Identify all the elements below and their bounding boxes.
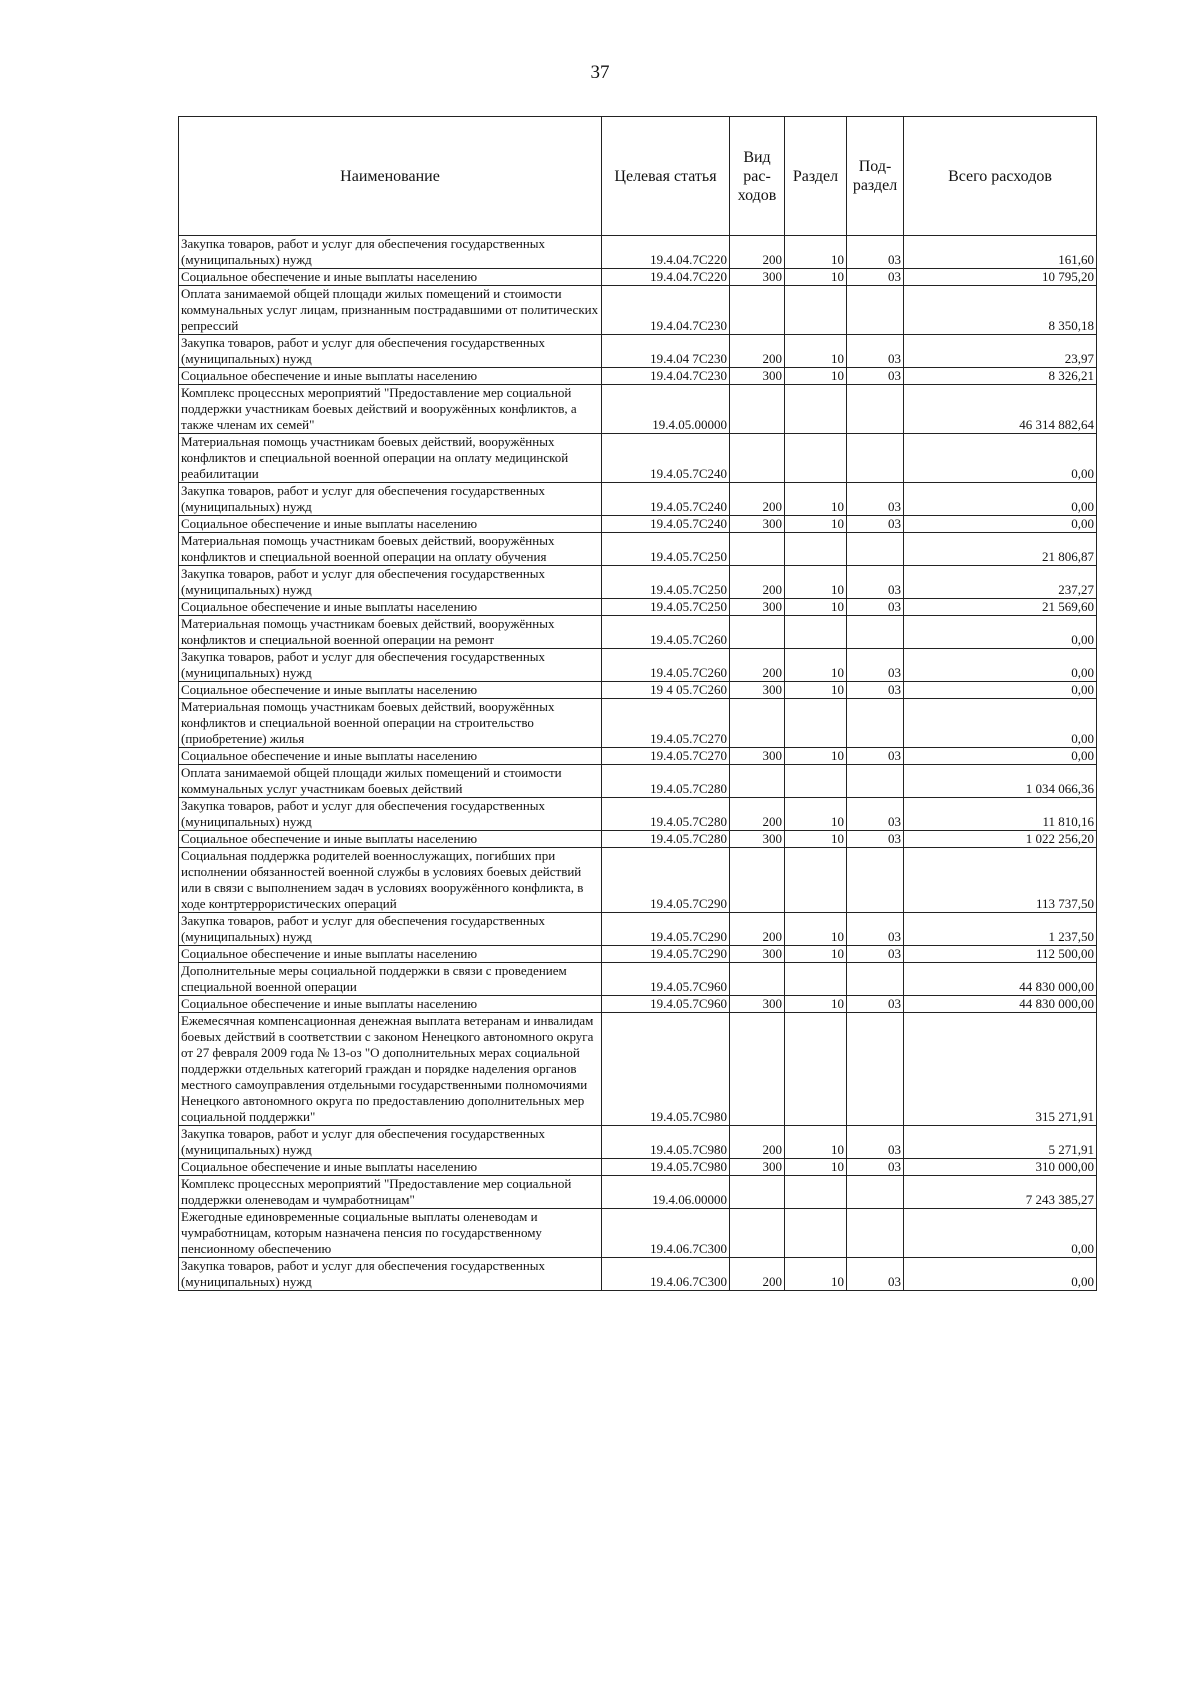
cell-total: 8 326,21 [904, 368, 1097, 385]
cell-target-code: 19.4.05.7С980 [602, 1126, 730, 1159]
cell-total: 0,00 [904, 434, 1097, 483]
expenditure-table [178, 116, 1097, 1291]
cell-total: 0,00 [904, 1209, 1097, 1258]
cell-target-code: 19.4.05.7С280 [602, 831, 730, 848]
cell-subsection [847, 385, 904, 434]
table-header-row [179, 117, 1097, 236]
cell-target-code: 19.4.05.7С280 [602, 765, 730, 798]
cell-total: 0,00 [904, 516, 1097, 533]
table-row [179, 1013, 1097, 1126]
cell-target-code: 19.4.06.00000 [602, 1176, 730, 1209]
cell-total: 1 022 256,20 [904, 831, 1097, 848]
table-row [179, 616, 1097, 649]
cell-section: 10 [785, 566, 847, 599]
cell-total: 0,00 [904, 748, 1097, 765]
cell-subsection [847, 848, 904, 913]
cell-expense-type [730, 963, 785, 996]
cell-expense-type: 300 [730, 516, 785, 533]
table-row [179, 946, 1097, 963]
cell-target-code: 19.4.05.7С240 [602, 483, 730, 516]
table-row [179, 1176, 1097, 1209]
cell-total: 21 569,60 [904, 599, 1097, 616]
table-row [179, 699, 1097, 748]
cell-total: 0,00 [904, 1258, 1097, 1291]
cell-subsection: 03 [847, 236, 904, 269]
cell-name: Закупка товаров, работ и услуг для обеспечения государственных (муниципальных) нужд [179, 649, 602, 682]
cell-expense-type [730, 1209, 785, 1258]
cell-subsection: 03 [847, 946, 904, 963]
cell-section: 10 [785, 236, 847, 269]
cell-section [785, 699, 847, 748]
cell-section: 10 [785, 368, 847, 385]
table-row [179, 848, 1097, 913]
cell-section: 10 [785, 831, 847, 848]
cell-name: Материальная помощь участникам боевых действий, вооружённых конфликтов и специальной военной операции на строительство (приобретение) жилья [179, 699, 602, 748]
cell-section [785, 765, 847, 798]
header-expense-type: Вид рас- ходов [730, 117, 785, 236]
cell-target-code: 19.4.04.7С230 [602, 286, 730, 335]
cell-name: Закупка товаров, работ и услуг для обеспечения государственных (муниципальных) нужд [179, 566, 602, 599]
cell-total: 23,97 [904, 335, 1097, 368]
cell-expense-type: 200 [730, 1258, 785, 1291]
cell-subsection [847, 1176, 904, 1209]
cell-expense-type [730, 765, 785, 798]
cell-target-code: 19.4.05.00000 [602, 385, 730, 434]
cell-section [785, 963, 847, 996]
cell-expense-type [730, 385, 785, 434]
cell-name: Материальная помощь участникам боевых действий, вооружённых конфликтов и специальной военной операции на ремонт [179, 616, 602, 649]
cell-section [785, 616, 847, 649]
page-number: 37 [590, 62, 610, 83]
cell-total: 21 806,87 [904, 533, 1097, 566]
cell-expense-type: 200 [730, 1126, 785, 1159]
header-name: Наименование [179, 117, 602, 236]
cell-target-code: 19.4.05.7С240 [602, 434, 730, 483]
cell-subsection [847, 434, 904, 483]
cell-target-code: 19 4 05.7С260 [602, 682, 730, 699]
cell-total: 315 271,91 [904, 1013, 1097, 1126]
cell-name: Материальная помощь участникам боевых действий, вооружённых конфликтов и специальной военной операции на оплату обучения [179, 533, 602, 566]
cell-section: 10 [785, 946, 847, 963]
table-row [179, 368, 1097, 385]
cell-subsection: 03 [847, 516, 904, 533]
cell-section: 10 [785, 798, 847, 831]
table-row [179, 682, 1097, 699]
cell-name: Социальное обеспечение и иные выплаты населению [179, 682, 602, 699]
cell-expense-type: 200 [730, 335, 785, 368]
cell-subsection: 03 [847, 483, 904, 516]
cell-total: 0,00 [904, 649, 1097, 682]
table-row [179, 748, 1097, 765]
cell-name: Закупка товаров, работ и услуг для обеспечения государственных (муниципальных) нужд [179, 798, 602, 831]
cell-name: Социальная поддержка родителей военнослужащих, погибших при исполнении обязанностей военной службы в условиях боевых действий или в связи с выполнением задач в условиях вооружённого конфликта, в ходе контртеррористических операций [179, 848, 602, 913]
table-row [179, 286, 1097, 335]
cell-expense-type: 300 [730, 599, 785, 616]
cell-target-code: 19.4.04.7С220 [602, 236, 730, 269]
cell-section: 10 [785, 649, 847, 682]
cell-target-code: 19.4.05.7С270 [602, 699, 730, 748]
table-row [179, 599, 1097, 616]
cell-total: 0,00 [904, 682, 1097, 699]
cell-total: 113 737,50 [904, 848, 1097, 913]
cell-total: 1 237,50 [904, 913, 1097, 946]
cell-section: 10 [785, 1159, 847, 1176]
cell-expense-type [730, 616, 785, 649]
cell-subsection: 03 [847, 335, 904, 368]
table-row [179, 516, 1097, 533]
cell-section: 10 [785, 269, 847, 286]
cell-expense-type [730, 286, 785, 335]
cell-name: Оплата занимаемой общей площади жилых помещений и стоимости коммунальных услуг лицам, признанным пострадавшими от политических репрессий [179, 286, 602, 335]
cell-expense-type: 200 [730, 649, 785, 682]
cell-expense-type [730, 533, 785, 566]
cell-subsection [847, 963, 904, 996]
cell-subsection: 03 [847, 368, 904, 385]
cell-total: 10 795,20 [904, 269, 1097, 286]
cell-subsection: 03 [847, 831, 904, 848]
cell-section: 10 [785, 996, 847, 1013]
table-row [179, 1209, 1097, 1258]
cell-subsection: 03 [847, 1258, 904, 1291]
table-row [179, 1258, 1097, 1291]
cell-total: 0,00 [904, 483, 1097, 516]
cell-target-code: 19.4.05.7С290 [602, 913, 730, 946]
cell-expense-type: 200 [730, 483, 785, 516]
cell-subsection: 03 [847, 748, 904, 765]
cell-subsection: 03 [847, 599, 904, 616]
cell-total: 1 034 066,36 [904, 765, 1097, 798]
cell-name: Закупка товаров, работ и услуг для обеспечения государственных (муниципальных) нужд [179, 1258, 602, 1291]
cell-target-code: 19.4.05.7С250 [602, 599, 730, 616]
cell-name: Материальная помощь участникам боевых действий, вооружённых конфликтов и специальной военной операции на оплату медицинской реабилитации [179, 434, 602, 483]
cell-target-code: 19.4.05.7С240 [602, 516, 730, 533]
cell-section: 10 [785, 516, 847, 533]
cell-total: 5 271,91 [904, 1126, 1097, 1159]
cell-subsection [847, 1013, 904, 1126]
cell-section: 10 [785, 335, 847, 368]
table-row [179, 385, 1097, 434]
cell-total: 8 350,18 [904, 286, 1097, 335]
cell-target-code: 19.4.05.7С250 [602, 533, 730, 566]
cell-name: Социальное обеспечение и иные выплаты населению [179, 269, 602, 286]
cell-section [785, 1209, 847, 1258]
cell-section [785, 1176, 847, 1209]
cell-section: 10 [785, 483, 847, 516]
cell-subsection [847, 533, 904, 566]
cell-expense-type: 300 [730, 748, 785, 765]
cell-name: Социальное обеспечение и иные выплаты населению [179, 1159, 602, 1176]
cell-expense-type [730, 1176, 785, 1209]
cell-target-code: 19.4.05.7С290 [602, 946, 730, 963]
cell-subsection [847, 1209, 904, 1258]
cell-name: Социальное обеспечение и иные выплаты населению [179, 368, 602, 385]
cell-expense-type [730, 434, 785, 483]
cell-target-code: 19.4.05.7С960 [602, 996, 730, 1013]
table-row [179, 1126, 1097, 1159]
header-total: Всего расходов [904, 117, 1097, 236]
table-row [179, 798, 1097, 831]
cell-expense-type: 300 [730, 1159, 785, 1176]
cell-section: 10 [785, 599, 847, 616]
cell-subsection: 03 [847, 682, 904, 699]
cell-total: 237,27 [904, 566, 1097, 599]
header-target-article: Целевая статья [602, 117, 730, 236]
table-row [179, 649, 1097, 682]
cell-total: 0,00 [904, 616, 1097, 649]
cell-subsection: 03 [847, 913, 904, 946]
cell-name: Закупка товаров, работ и услуг для обеспечения государственных (муниципальных) нужд [179, 913, 602, 946]
cell-subsection [847, 286, 904, 335]
cell-total: 46 314 882,64 [904, 385, 1097, 434]
cell-name: Социальное обеспечение и иные выплаты населению [179, 516, 602, 533]
cell-target-code: 19.4.04.7С220 [602, 269, 730, 286]
cell-name: Закупка товаров, работ и услуг для обеспечения государственных (муниципальных) нужд [179, 1126, 602, 1159]
cell-expense-type: 300 [730, 831, 785, 848]
cell-name: Социальное обеспечение и иные выплаты населению [179, 831, 602, 848]
cell-name: Закупка товаров, работ и услуг для обеспечения государственных (муниципальных) нужд [179, 236, 602, 269]
cell-total: 11 810,16 [904, 798, 1097, 831]
cell-total: 310 000,00 [904, 1159, 1097, 1176]
table-row [179, 831, 1097, 848]
table-row [179, 533, 1097, 566]
cell-name: Ежемесячная компенсационная денежная выплата ветеранам и инвалидам боевых действий в соответствии с законом Ненецкого автономного округа от 27 февраля 2009 года № 13-оз "О дополнительных мерах социальной поддержки отдельных категорий граждан и порядке наделения органов местного самоуправления отдельными государственными полномочиями Ненецкого автономного округа по предоставлению дополнительных мер социальной поддержки" [179, 1013, 602, 1126]
table-row [179, 913, 1097, 946]
table-row [179, 434, 1097, 483]
cell-section [785, 286, 847, 335]
cell-subsection: 03 [847, 798, 904, 831]
cell-name: Социальное обеспечение и иные выплаты населению [179, 599, 602, 616]
table-row [179, 483, 1097, 516]
cell-target-code: 19.4.06.7С300 [602, 1258, 730, 1291]
cell-expense-type: 300 [730, 996, 785, 1013]
cell-subsection: 03 [847, 566, 904, 599]
cell-target-code: 19.4.06.7С300 [602, 1209, 730, 1258]
cell-subsection: 03 [847, 996, 904, 1013]
cell-section [785, 1013, 847, 1126]
cell-target-code: 19.4.05.7С260 [602, 649, 730, 682]
cell-section: 10 [785, 1258, 847, 1291]
table-row [179, 765, 1097, 798]
cell-target-code: 19.4.04 7С230 [602, 335, 730, 368]
table-row [179, 236, 1097, 269]
table-row [179, 566, 1097, 599]
cell-target-code: 19.4.05.7С980 [602, 1013, 730, 1126]
cell-section [785, 533, 847, 566]
cell-name: Комплекс процессных мероприятий "Предоставление мер социальной поддержки участникам боевых действий и вооружённых конфликтов, а также членам их семей" [179, 385, 602, 434]
cell-expense-type: 300 [730, 946, 785, 963]
cell-target-code: 19.4.05.7С270 [602, 748, 730, 765]
cell-target-code: 19.4.05.7С280 [602, 798, 730, 831]
cell-expense-type: 200 [730, 913, 785, 946]
cell-expense-type: 300 [730, 269, 785, 286]
header-subsection: Под- раздел [847, 117, 904, 236]
cell-section: 10 [785, 682, 847, 699]
cell-total: 44 830 000,00 [904, 996, 1097, 1013]
cell-total: 112 500,00 [904, 946, 1097, 963]
cell-target-code: 19.4.04.7С230 [602, 368, 730, 385]
cell-name: Социальное обеспечение и иные выплаты населению [179, 996, 602, 1013]
cell-subsection [847, 699, 904, 748]
table-body [179, 236, 1097, 1291]
cell-expense-type: 300 [730, 682, 785, 699]
cell-target-code: 19.4.05.7С290 [602, 848, 730, 913]
cell-expense-type [730, 699, 785, 748]
cell-section [785, 434, 847, 483]
cell-target-code: 19.4.05.7С250 [602, 566, 730, 599]
cell-target-code: 19.4.05.7С260 [602, 616, 730, 649]
table-row [179, 1159, 1097, 1176]
header-section: Раздел [785, 117, 847, 236]
cell-target-code: 19.4.05.7С960 [602, 963, 730, 996]
cell-subsection: 03 [847, 269, 904, 286]
cell-expense-type: 200 [730, 566, 785, 599]
cell-total: 0,00 [904, 699, 1097, 748]
cell-section: 10 [785, 748, 847, 765]
cell-section: 10 [785, 1126, 847, 1159]
cell-name: Закупка товаров, работ и услуг для обеспечения государственных (муниципальных) нужд [179, 335, 602, 368]
cell-name: Дополнительные меры социальной поддержки в связи с проведением специальной военной операции [179, 963, 602, 996]
cell-name: Ежегодные единовременные социальные выплаты оленеводам и чумработницам, которым назначена пенсия по государственному пенсионному обеспечению [179, 1209, 602, 1258]
cell-name: Социальное обеспечение и иные выплаты населению [179, 946, 602, 963]
cell-total: 7 243 385,27 [904, 1176, 1097, 1209]
cell-target-code: 19.4.05.7С980 [602, 1159, 730, 1176]
table-row [179, 996, 1097, 1013]
cell-total: 44 830 000,00 [904, 963, 1097, 996]
cell-subsection [847, 765, 904, 798]
cell-expense-type: 200 [730, 236, 785, 269]
cell-section [785, 385, 847, 434]
cell-section: 10 [785, 913, 847, 946]
cell-name: Оплата занимаемой общей площади жилых помещений и стоимости коммунальных услуг участникам боевых действий [179, 765, 602, 798]
cell-name: Комплекс процессных мероприятий "Предоставление мер социальной поддержки оленеводам и чумработницам" [179, 1176, 602, 1209]
cell-expense-type [730, 848, 785, 913]
table-row [179, 963, 1097, 996]
cell-subsection: 03 [847, 1126, 904, 1159]
cell-section [785, 848, 847, 913]
cell-name: Закупка товаров, работ и услуг для обеспечения государственных (муниципальных) нужд [179, 483, 602, 516]
cell-subsection: 03 [847, 1159, 904, 1176]
cell-expense-type: 200 [730, 798, 785, 831]
cell-subsection: 03 [847, 649, 904, 682]
cell-expense-type: 300 [730, 368, 785, 385]
table-row [179, 335, 1097, 368]
cell-name: Социальное обеспечение и иные выплаты населению [179, 748, 602, 765]
cell-expense-type [730, 1013, 785, 1126]
table-row [179, 269, 1097, 286]
cell-total: 161,60 [904, 236, 1097, 269]
cell-subsection [847, 616, 904, 649]
